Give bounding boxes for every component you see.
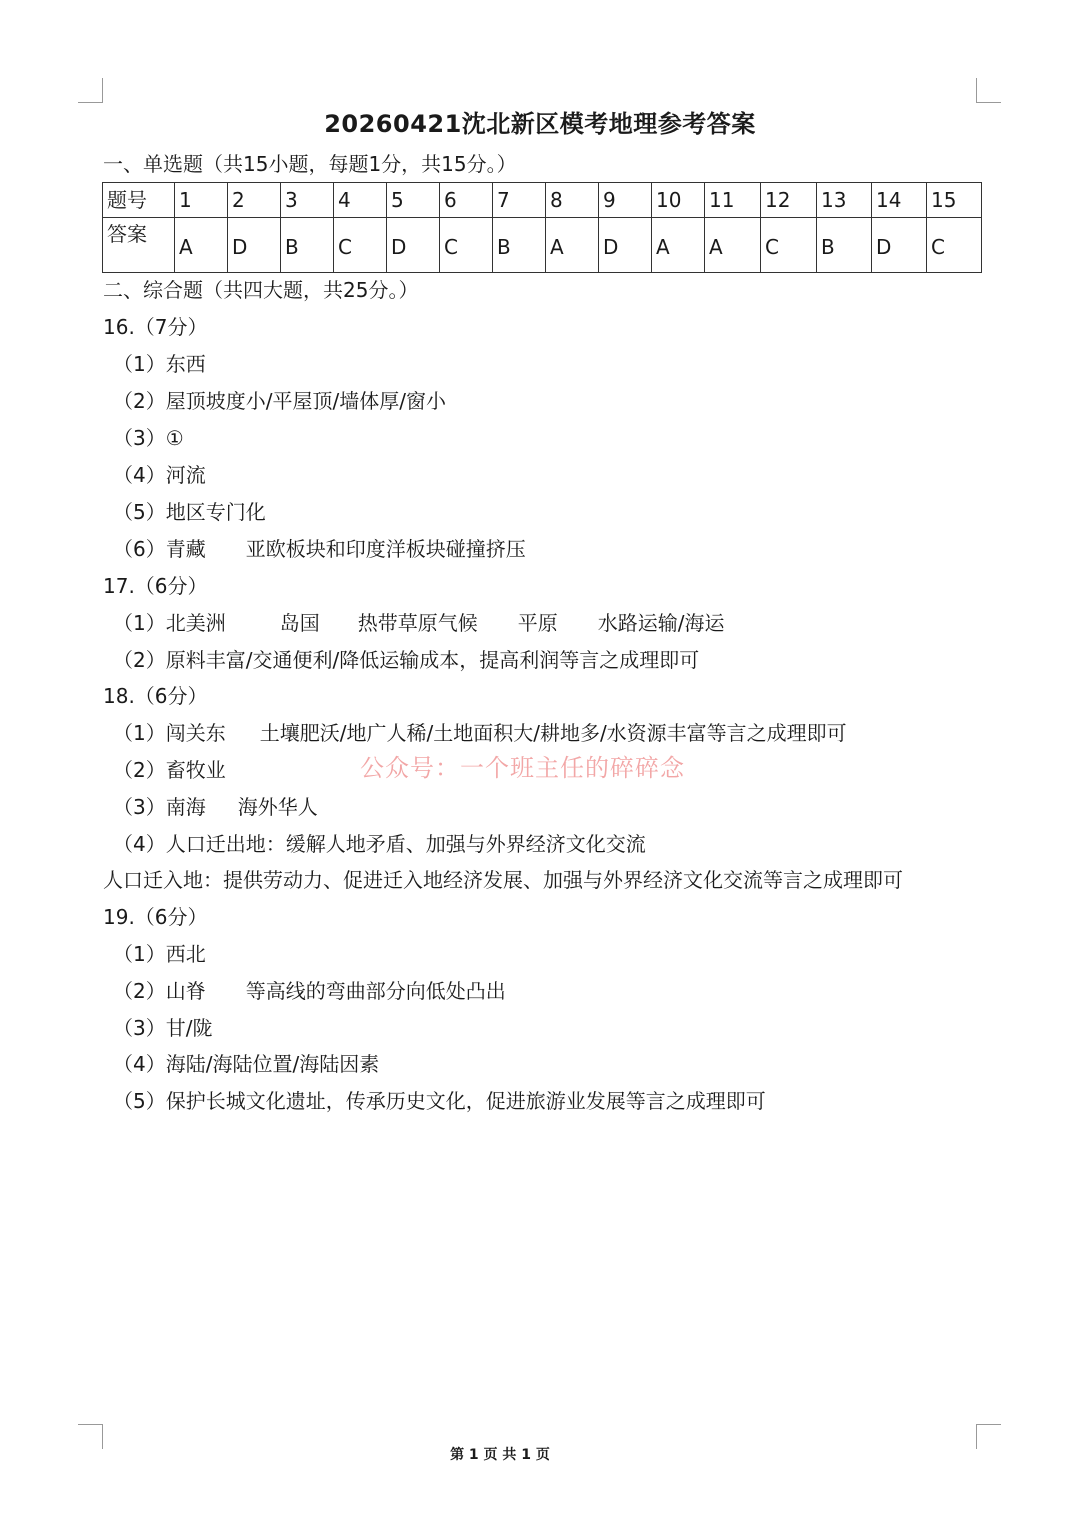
q19-answer-2-prefix: （2）山脊	[113, 979, 206, 1003]
question-number: 3	[281, 183, 334, 218]
q19-answer-2-text: 等高线的弯曲部分向低处凸出	[245, 979, 506, 1003]
q19-answer-2	[113, 975, 506, 1004]
q17-answer-1-part: 热带草原气候	[357, 611, 478, 635]
q18-answer-1-prefix: （1）闯关东	[113, 721, 226, 745]
page-footer: 第 1 页 共 1 页	[450, 1447, 550, 1463]
question-number: 14	[872, 183, 927, 218]
question-number: 10	[652, 183, 705, 218]
q18-answer-3-text: 海外华人	[237, 795, 318, 819]
question-number: 12	[761, 183, 817, 218]
q18-answer-3-prefix: （3）南海	[113, 795, 206, 819]
q17-label: 17.（6分）	[103, 574, 208, 598]
q16-answer-6-prefix: （6）青藏	[113, 537, 206, 561]
question-number: 9	[599, 183, 652, 218]
answer-cell: C	[927, 218, 982, 273]
crop-mark-top-left	[78, 78, 103, 103]
answer-cell: D	[228, 218, 281, 273]
q19-label: 19.（6分）	[103, 905, 208, 929]
watermark: 公众号：一个班主任的碎碎念	[360, 754, 685, 782]
q18-answer-1	[113, 717, 847, 746]
answer-cell: D	[872, 218, 927, 273]
q17-answer-1	[113, 607, 724, 636]
q17-answer-1-part: 岛国	[279, 611, 320, 635]
q17-answer-1-prefix: （1）北美洲	[113, 611, 226, 635]
question-number: 7	[493, 183, 546, 218]
table-row-answers	[103, 218, 982, 273]
q18-answer-1-text: 土壤肥沃/地广人稀/土地面积大/耕地多/水资源丰富等言之成理即可	[259, 721, 847, 745]
question-number: 4	[334, 183, 387, 218]
answer-cell: D	[387, 218, 440, 273]
answer-cell: A	[705, 218, 761, 273]
question-number: 13	[817, 183, 872, 218]
q17-answer-1-part: 水路运输/海运	[597, 611, 725, 635]
q16-answer-6-text: 亚欧板块和印度洋板块碰撞挤压	[245, 537, 526, 561]
answer-cell: B	[817, 218, 872, 273]
answer-cell: C	[334, 218, 387, 273]
answer-table	[102, 182, 982, 273]
question-number: 2	[228, 183, 281, 218]
section1-heading: 一、单选题（共15小题，每题1分，共15分。）	[103, 152, 517, 176]
question-number: 8	[546, 183, 599, 218]
question-number: 11	[705, 183, 761, 218]
q16-answer-3: （3）①	[113, 426, 184, 450]
answer-cell: D	[599, 218, 652, 273]
question-number: 15	[927, 183, 982, 218]
answer-cell: A	[175, 218, 228, 273]
q16-answer-2: （2）屋顶坡度小/平屋顶/墙体厚/窗小	[113, 389, 446, 413]
q17-answer-2: （2）原料丰富/交通便利/降低运输成本，提高利润等言之成理即可	[113, 648, 700, 672]
question-number: 1	[175, 183, 228, 218]
question-number: 5	[387, 183, 440, 218]
q17-answer-1-part: 平原	[517, 611, 558, 635]
answer-cell: A	[652, 218, 705, 273]
q19-answer-3: （3）甘/陇	[113, 1016, 213, 1040]
q18-answer-4-continued: 人口迁入地：提供劳动力、促进迁入地经济发展、加强与外界经济文化交流等言之成理即可	[103, 868, 903, 892]
q19-answer-1: （1）西北	[113, 942, 206, 966]
answer-cell: B	[493, 218, 546, 273]
q19-answer-5: （5）保护长城文化遗址，传承历史文化，促进旅游业发展等言之成理即可	[113, 1089, 766, 1113]
q19-answer-4: （4）海陆/海陆位置/海陆因素	[113, 1052, 380, 1076]
crop-mark-top-right	[976, 78, 1001, 103]
q18-answer-4: （4）人口迁出地：缓解人地矛盾、加强与外界经济文化交流	[113, 832, 646, 856]
question-number: 6	[440, 183, 493, 218]
q16-answer-5: （5）地区专门化	[113, 500, 266, 524]
page-title: 20260421沈北新区模考地理参考答案	[324, 110, 756, 138]
q18-label: 18.（6分）	[103, 684, 208, 708]
answer-cell: C	[761, 218, 817, 273]
q16-answer-4: （4）河流	[113, 463, 206, 487]
answer-cell: A	[546, 218, 599, 273]
section2-heading: 二、综合题（共四大题，共25分。）	[103, 278, 419, 302]
q16-answer-1: （1）东西	[113, 352, 206, 376]
row-label-answer: 答案	[103, 218, 175, 273]
q18-answer-2: （2）畜牧业	[113, 758, 226, 782]
answer-cell: B	[281, 218, 334, 273]
answer-cell: C	[440, 218, 493, 273]
row-label-number: 题号	[103, 183, 175, 218]
q16-answer-6	[113, 533, 526, 562]
q18-answer-3	[113, 791, 318, 820]
table-row-numbers	[103, 183, 982, 218]
q16-label: 16.（7分）	[103, 315, 208, 339]
